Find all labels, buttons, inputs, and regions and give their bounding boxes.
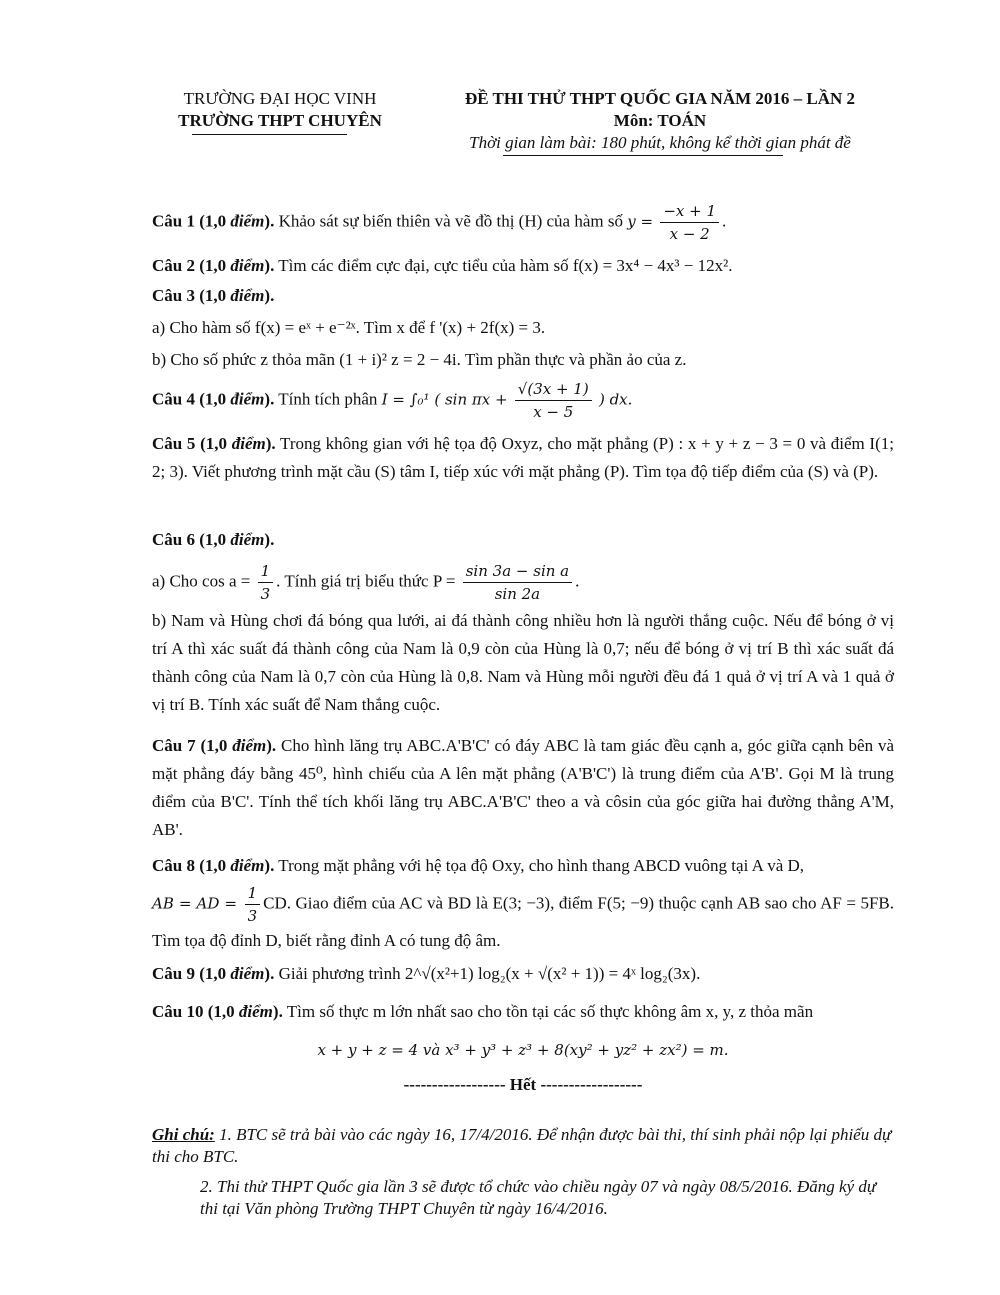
question-7: Câu 7 (1,0 điểm). Cho hình lăng trụ ABC.A'B'C' có đáy ABC là tam giác đều cạnh a, góc giữa cạnh bên và mặt phẳng đáy bằng 45⁰, hình chiếu của A lên mặt phẳng (A'B'C') là trung điểm của A'B'. Gọi M là trung điểm của B'C'. Tính thể tích khối lăng trụ ABC.A'B'C' theo a và côsin của góc giữa hai đường thẳng A'M, AB'. xyxy=(152,736,894,839)
question-10-text: Tìm số thực m lớn nhất sao cho tồn tại các số thực không âm x, y, z thỏa mãn xyxy=(286,1002,814,1021)
exam-title: ĐỀ THI THỬ THPT QUỐC GIA NĂM 2016 – LẦN 2 xyxy=(464,89,856,108)
note-2: 2. Thi thử THPT Quốc gia lần 3 sẽ được tổ chức vào chiều ngày 07 và ngày 08/5/2016. Đăng ký dự thi tại Văn phòng Trường THPT Chuyên từ ngày 16/4/2016. xyxy=(200,1177,877,1218)
question-5: Câu 5 (1,0 điểm). Trong không gian với hệ tọa độ Oxyz, cho mặt phẳng (P) : x + y + z − 3 = 0 và điểm I(1; 2; 3). Viết phương trình mặt cầu (S) tâm I, tiếp xúc với mặt phẳng (P). Tìm tọa độ tiếp điểm của (S) và (P). xyxy=(152,434,894,481)
question-6a: a) Cho cos a = $\frac{1}{3}$ . Tính giá trị biểu thức P = $\frac{\text{sin 3a − sin a}}{\sin 2a}$ . xyxy=(152,562,580,603)
question-3a: a) Cho hàm số f(x) = eˣ + e⁻²ˣ. Tìm x để f '(x) + 2f(x) = 3. xyxy=(152,318,546,337)
high-school-name: TRƯỜNG THPT CHUYÊN xyxy=(178,111,382,130)
question-4-fraction: $\frac{√(3x + 1)}{x - 5}$ xyxy=(515,378,592,423)
question-1-text: Khảo sát sự biến thiên và vẽ đồ thị (H) của hàm số xyxy=(278,211,623,231)
university-name: TRƯỜNG ĐẠI HỌC VINH xyxy=(183,89,377,108)
question-7-text: Cho hình lăng trụ ABC.A'B'C' có đáy ABC là tam giác đều cạnh a, góc giữa cạnh bên và mặt phẳng đáy bằng 45⁰, hình chiếu của A lên mặt phẳng (A'B'C') là trung điểm của A'B'. Gọi M là trung điểm của B'C'. Tính thể tích khối lăng trụ ABC.A'B'C' theo a và côsin của góc giữa hai đường thẳng A'M, AB'. xyxy=(152,736,894,839)
question-2: Câu 2 (1,0 điểm). Tìm các điểm cực đại, cực tiểu của hàm số f(x) = 3x⁴ − 4x³ − 12x². xyxy=(152,256,733,275)
question-10-equation: x + y + z = 4 và x³ + y³ + z³ + 8(xy² + yz² + zx²) = m. xyxy=(317,1041,729,1059)
question-1-fraction: $\frac{-x + 1}{x - 2}$ xyxy=(660,200,719,245)
note-1: 1. BTC sẽ trả bài vào các ngày 16, 17/4/2016. Để nhận được bài thi, thí sinh phải nộp lại phiếu dự thi cho BTC. xyxy=(152,1125,892,1166)
question-9: Câu 9 (1,0 điểm). Giải phương trình 2^√(x²+1) log₂(x + √(x² + 1)) = 4ˣ log₂(3x). xyxy=(152,964,701,983)
question-2-text: Tìm các điểm cực đại, cực tiểu của hàm số f(x) = 3x⁴ − 4x³ − 12x². xyxy=(278,256,733,275)
question-6: Câu 6 (1,0 điểm). a) Cho cos a = $\frac{1}{3}$ . Tính giá trị biểu thức P = $\frac{\text{sin 3a − sin a}}{\sin 2a}$ . b) Nam và Hùng chơi đá bóng qua lưới, ai đá thành công nhiều hơn là người thắng cuộc. Nếu để bóng ở vị trí A thì xác suất đá thành công của Nam là 0,9 còn của Hùng là 0,7; nếu để bóng ở vị trí B thì xác suất đá thành công của Nam là 0,7 còn của Hùng là 0,8. Nam và Hùng mỗi người đều đá 1 quả ở vị trí A và 1 quả ở vị trí B. Tính xác suất để Nam thắng cuộc. xyxy=(152,526,894,719)
question-3b: b) Cho số phức z thỏa mãn (1 + i)² z = 2 − 4i. Tìm phần thực và phần ảo của z. xyxy=(152,350,687,369)
exam-subject: Môn: TOÁN xyxy=(613,111,707,130)
header-left-underline xyxy=(192,134,347,135)
question-4-text: Tính tích phân xyxy=(278,389,378,409)
notes-block xyxy=(152,1124,894,1168)
header-right-underline xyxy=(503,155,783,156)
question-9-text: Giải phương trình 2^√(x²+1) log₂(x + √(x² + 1)) = 4ˣ log₂(3x). xyxy=(278,964,701,983)
question-10: Câu 10 (1,0 điểm). Tìm số thực m lớn nhất sao cho tồn tại các số thực không âm x, y, z thỏa mãn x + y + z = 4 và x³ + y³ + z³ + 8(xy² + yz² + zx²) = m. xyxy=(152,998,894,1064)
question-3: Câu 3 (1,0 điểm). a) Cho hàm số f(x) = eˣ + e⁻²ˣ. Tìm x để f '(x) + 2f(x) = 3. b) Cho số phức z thỏa mãn (1 + i)² z = 2 − 4i. Tìm phần thực và phần ảo của z. xyxy=(152,282,894,374)
question-8: Câu 8 (1,0 điểm). Trong mặt phẳng với hệ tọa độ Oxy, cho hình thang ABCD vuông tại A và D, AB = AD = $\frac{1}{3}$ CD. Giao điểm của AC và BD là E(3; −3), điểm F(5; −9) thuộc cạnh AB sao cho AF = 5FB. Tìm tọa độ đỉnh D, biết rằng đỉnh A có tung độ âm. xyxy=(152,856,895,950)
end-line: ------------------ Hết ------------------ xyxy=(403,1075,643,1094)
question-5-text: Trong không gian với hệ tọa độ Oxyz, cho mặt phẳng (P) : x + y + z − 3 = 0 và điểm I(1; 2; 3). Viết phương trình mặt cầu (S) tâm I, tiếp xúc với mặt phẳng (P). Tìm tọa độ tiếp điểm của (S) và (P). xyxy=(152,434,894,481)
question-4: Câu 4 (1,0 điểm). Tính tích phân I = ∫₀¹ ( sin πx + $\frac{√(3x + 1)}{x - 5}$ ) dx. xyxy=(152,380,633,421)
notes-label: Ghi chú: xyxy=(152,1125,215,1144)
question-1: Câu 1 (1,0 điểm). Khảo sát sự biến thiên và vẽ đồ thị (H) của hàm số y = $\frac{-x + 1}{x - 2}$ . xyxy=(152,202,727,243)
exam-duration: Thời gian làm bài: 180 phút, không kể thời gian phát đề xyxy=(469,133,851,152)
school-name xyxy=(150,88,410,132)
question-6b: b) Nam và Hùng chơi đá bóng qua lưới, ai đá thành công nhiều hơn là người thắng cuộc. Nếu để bóng ở vị trí A thì xác suất đá thành công của Nam là 0,9 còn của Hùng là 0,7; nếu để bóng ở vị trí B thì xác suất đá thành công của Nam là 0,7 còn của Hùng là 0,8. Nam và Hùng mỗi người đều đá 1 quả ở vị trí A và 1 quả ở vị trí B. Tính xác suất để Nam thắng cuộc. xyxy=(152,611,894,714)
exam-title-block xyxy=(425,88,895,154)
